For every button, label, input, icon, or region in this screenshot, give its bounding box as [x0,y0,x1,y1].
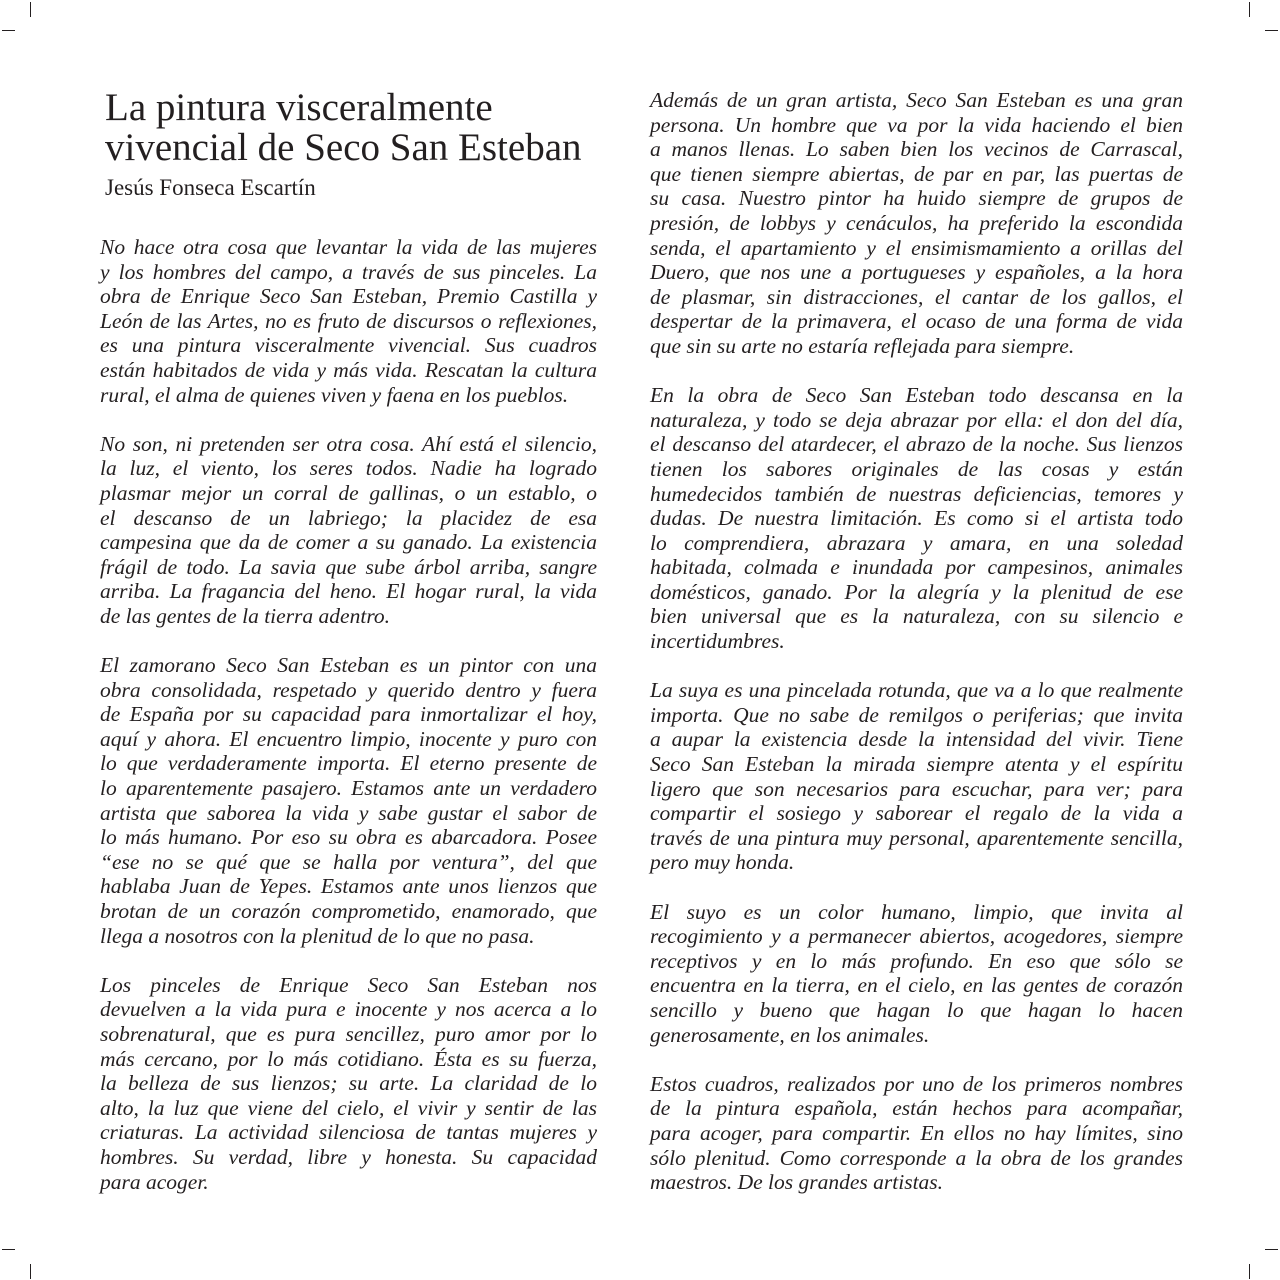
text-line: para acoger. [100,1169,209,1194]
text-line: lo más humano. Por eso su obra es abarcadora. Posee [100,825,597,850]
text-line: el descanso del atardecer, el abrazo de la noche. Sus lienzos [650,432,1183,457]
text-line: a aupar la existencia desde la intensidad del vivir. Tiene [650,727,1183,752]
paragraph [650,678,1183,875]
paragraph [100,653,597,948]
text-line: a manos llenas. Lo saben bien los vecinos de Carrascal, [650,137,1183,162]
paragraph [650,1072,1183,1195]
text-line: sencillo y bueno que hagan lo que hagan lo hacen [650,997,1183,1022]
text-line: para acoger, para compartir. En ellos no hay límites, sino [650,1120,1183,1145]
text-line: importa. Que no sabe de remilgos o periferias; que invita [650,702,1183,727]
text-line: que tienen siempre abiertas, de par en par, las puertas de [650,161,1183,186]
right-text-column [650,88,1183,1195]
text-line: compartir el sosiego y saborear el regalo de la vida a [650,801,1183,826]
text-line: lo que verdaderamente importa. El eterno presente de [100,751,597,776]
paragraph [100,432,597,629]
text-line: naturaleza, y todo se deja abrazar por ella: el don del día, [650,407,1183,432]
text-line: Además de un gran artista, Seco San Esteban es una gran [650,88,1183,112]
crop-mark-top-left-vertical [30,2,31,17]
crop-mark-top-left-horizontal [2,30,15,31]
text-line: el descanso de un labriego; la placidez de esa [100,505,597,530]
text-line: campesina que da de comer a su ganado. La existencia [100,530,597,555]
crop-mark-bottom-right-vertical [1249,1264,1250,1279]
text-line: arriba. La fragancia del heno. El hogar rural, la vida [100,579,597,604]
article-author: Jesús Fonseca Escartín [105,175,316,200]
text-line: de las gentes de la tierra adentro. [100,603,391,628]
text-line: La suya es una pincelada rotunda, que va a lo que realmente [650,678,1183,703]
text-line: de plasmar, sin distracciones, el cantar de los gallos, el [650,284,1183,309]
paragraph [100,973,597,1194]
text-line: alto, la luz que viene del cielo, el vivir y sentir de las [100,1095,597,1120]
text-line: Seco San Esteban la mirada siempre atenta y el espíritu [650,752,1183,777]
text-line: rural, el alma de quienes viven y faena en los pueblos. [100,382,569,407]
text-line: llega a nosotros con la plenitud de lo que no pasa. [100,923,535,948]
text-line: lo aparentemente pasajero. Estamos ante un verdadero [100,776,597,801]
text-line: y los hombres del campo, a través de sus pinceles. La [100,259,597,284]
text-line: obra de Enrique Seco San Esteban, Premio Castilla y [100,284,597,309]
article-title [105,88,582,168]
text-line: su casa. Nuestro pintor ha huido siempre de grupos de [650,186,1183,211]
text-line: de España por su capacidad para inmortalizar el hoy, [100,702,597,727]
text-line: criaturas. La actividad silenciosa de tantas mujeres y [100,1120,597,1145]
crop-mark-bottom-left-vertical [30,1264,31,1279]
text-line: dudas. De nuestra limitación. Es como si el artista todo [650,506,1183,531]
text-line: través de una pintura muy personal, aparentemente sencilla, [650,825,1183,850]
text-line: plasmar mejor un corral de gallinas, o un establo, o [100,480,597,505]
paragraph [650,900,1183,1048]
text-line: sólo plenitud. Como corresponde a la obra de los grandes [650,1145,1183,1170]
text-line: tienen los sabores originales de las cosas y están [650,456,1183,481]
text-line: obra consolidada, respetado y querido dentro y fuera [100,677,597,702]
text-line: ligero que son necesarios para escuchar, para ver; para [650,776,1183,801]
paragraph [100,235,597,407]
crop-mark-bottom-right-horizontal [1265,1249,1278,1250]
article-title-line: vivencial de Seco San Esteban [105,126,582,169]
text-line: están habitados de vida y más vida. Rescatan la cultura [100,357,597,382]
text-line: “ese no se qué que se halla por ventura”, del que [100,849,597,874]
text-line: es una pintura visceralmente vivencial. Sus cuadros [100,333,597,358]
crop-mark-top-right-vertical [1249,2,1250,17]
text-line: incertidumbres. [650,629,785,654]
text-line: Duero, que nos une a portugueses y españoles, a la hora [650,260,1183,285]
text-line: En la obra de Seco San Esteban todo descansa en la [650,383,1183,408]
text-line: No hace otra cosa que levantar la vida de las mujeres [100,235,597,259]
article-title-line: La pintura visceralmente [105,86,493,129]
text-line: pero muy honda. [650,850,795,875]
text-line: brotan de un corazón comprometido, enamorado, que [100,899,597,924]
left-text-column [100,235,597,1194]
text-line: hablaba Juan de Yepes. Estamos ante unos lienzos que [100,874,597,899]
text-line: No son, ni pretenden ser otra cosa. Ahí está el silencio, [100,431,597,456]
text-line: recogimiento y a permanecer abiertos, acogedores, siempre [650,924,1183,949]
text-line: más cercano, por lo más cotidiano. Ésta es su fuerza, [100,1046,597,1071]
text-line: El suyo es un color humano, limpio, que invita al [650,899,1183,924]
text-line: hombres. Su verdad, libre y honesta. Su capacidad [100,1144,597,1169]
text-line: artista que saborea la vida y sabe gustar el sabor de [100,800,597,825]
text-line: generosamente, en los animales. [650,1022,930,1047]
text-line: devuelven a la vida pura e inocente y nos acerca a lo [100,997,597,1022]
text-line: Estos cuadros, realizados por uno de los primeros nombres [650,1071,1183,1096]
text-line: persona. Un hombre que va por la vida haciendo el bien [650,112,1183,137]
text-line: la luz, el viento, los seres todos. Nadie ha logrado [100,456,597,481]
crop-mark-bottom-left-horizontal [2,1249,15,1250]
text-line: presión, de lobbys y cenáculos, ha preferido la escondida [650,210,1183,235]
text-line: despertar de la primavera, el ocaso de una forma de vida [650,309,1183,334]
text-line: sobrenatural, que es pura sencillez, puro amor por lo [100,1022,597,1046]
text-line: encuentra en la tierra, en el cielo, en las gentes de corazón [650,973,1183,998]
text-line: lo comprendiera, abrazara y amara, en una soledad [650,530,1183,555]
text-line: maestros. De los grandes artistas. [650,1170,944,1195]
paragraph [650,383,1183,654]
text-line: la belleza de sus lienzos; su arte. La claridad de lo [100,1071,597,1096]
text-line: receptivos y en lo más profundo. En eso que sólo se [650,948,1183,973]
crop-mark-top-right-horizontal [1265,30,1278,31]
text-line: domésticos, ganado. Por la alegría y la plenitud de ese [650,579,1183,604]
paragraph [650,88,1183,359]
text-line: bien universal que es la naturaleza, con su silencio e [650,604,1183,629]
text-line: El zamorano Seco San Esteban es un pintor con una [100,653,597,678]
text-line: León de las Artes, no es fruto de discursos o reflexiones, [100,308,597,333]
text-line: frágil de todo. La savia que sube árbol arriba, sangre [100,554,597,579]
text-line: humedecidos también de nuestras deficiencias, temores y [650,481,1183,506]
text-line: aquí y ahora. El encuentro limpio, inocente y puro con [100,726,597,751]
text-line: habitada, colmada e inundada por campesinos, animales [650,555,1183,580]
text-line: senda, el apartamiento y el ensimismamiento a orillas del [650,235,1183,260]
text-line: Los pinceles de Enrique Seco San Esteban nos [100,972,597,997]
text-line: de la pintura española, están hechos para acompañar, [650,1096,1183,1121]
text-line: que sin su arte no estaría reflejada para siempre. [650,333,1075,358]
